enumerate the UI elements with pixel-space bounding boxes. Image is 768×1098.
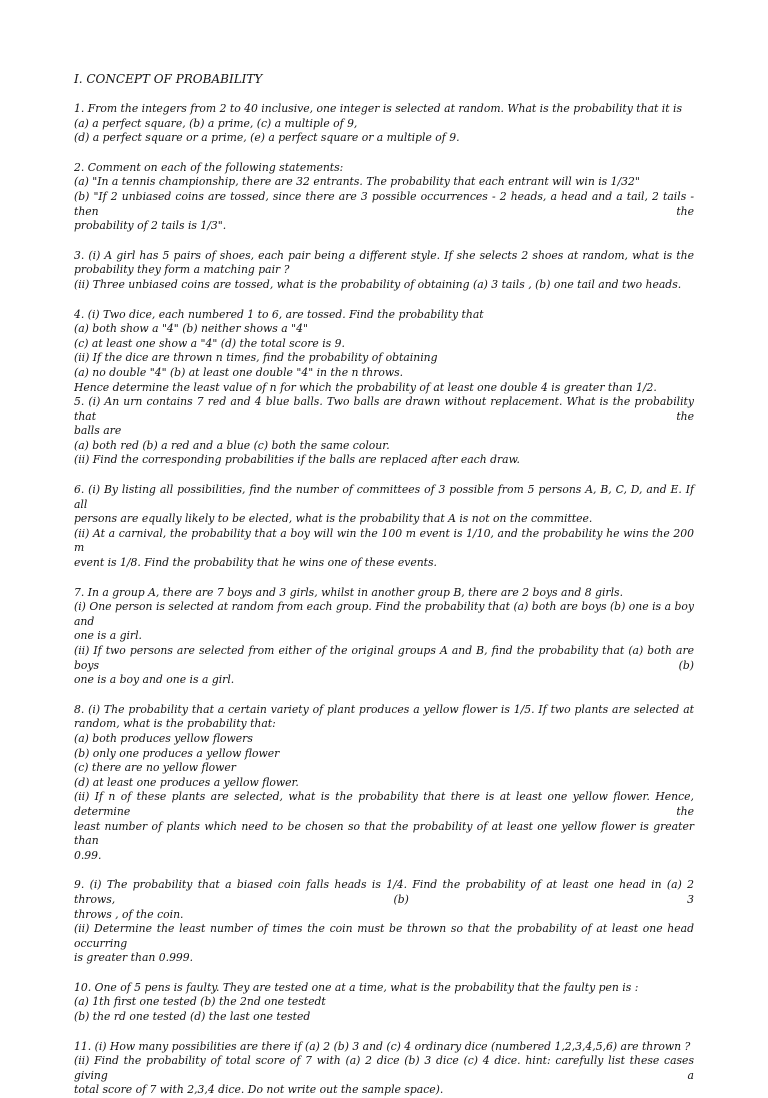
question-9: [74, 878, 694, 966]
question-10: [74, 981, 694, 1025]
question-line: 0.99.: [74, 848, 102, 862]
question-line: 4. (i) Two dice, each numbered 1 to 6, are tossed. Find the probability that: [74, 307, 484, 321]
question-line: Hence determine the least value of n for which the probability of at least one double 4 is greater than 1/2.: [74, 380, 657, 394]
question-line: probability of 2 tails is 1/3".: [74, 219, 227, 233]
question-7: [74, 586, 694, 688]
question-4: [74, 308, 694, 396]
question-6: [74, 483, 694, 571]
question-line: (ii) Determine the least number of times the coin must be thrown so that the probability of at least one head occurring: [74, 922, 694, 950]
question-line: probability they form a matching pair ?: [74, 263, 290, 277]
question-line: throws , of the coin.: [74, 907, 184, 921]
question-line: (ii) If two persons are selected from either of the original groups A and B, find the probability that (a) both are boys (b): [74, 644, 694, 672]
question-line: (b) the rd one tested (d) the last one tested: [74, 1010, 311, 1024]
question-line: 11. (i) How many possibilities are there if (a) 2 (b) 3 and (c) 4 ordinary dice (numbered 1,2,3,4,5,6) are thrown ?: [74, 1039, 691, 1053]
question-line: event is 1/8. Find the probability that he wins one of these events.: [74, 556, 437, 570]
question-line: one is a girl.: [74, 629, 142, 643]
question-line: (a) both show a "4" (b) neither shows a "4": [74, 322, 308, 336]
question-line: (a) a perfect square, (b) a prime, (c) a multiple of 9,: [74, 116, 358, 130]
question-8: [74, 703, 694, 864]
question-line: (a) both red (b) a red and a blue (c) both the same colour.: [74, 438, 390, 452]
question-line: (d) a perfect square or a prime, (e) a perfect square or a multiple of 9.: [74, 131, 460, 145]
question-line: 9. (i) The probability that a biased coin falls heads is 1/4. Find the probability of at least one head in (a) 2 throws, (b) 3: [74, 878, 694, 906]
question-1: [74, 102, 694, 146]
question-line: (ii) Find the probability of total score of 7 with (a) 2 dice (b) 3 dice (c) 4 dice. hint: carefully list these cases giving a: [74, 1054, 694, 1082]
question-line: (i) One person is selected at random from each group. Find the probability that (a) both are boys (b) one is a boy and: [74, 600, 694, 628]
question-line: (d) at least one produces a yellow flower.: [74, 775, 299, 789]
document-title: I. CONCEPT OF PROBABILITY: [74, 72, 263, 86]
question-line: (ii) At a carnival, the probability that a boy will win the 100 m event is 1/10, and the probability he wins the 200 m: [74, 526, 694, 555]
question-line: 10. One of 5 pens is faulty. They are tested one at a time, what is the probability that the faulty pen is :: [74, 980, 639, 994]
question-line: 6. (i) By listing all possibilities, find the number of committees of 3 possible from 5 persons A, B, C, D, and E. If all: [74, 483, 694, 511]
question-5: [74, 395, 694, 468]
question-line: (b) "If 2 unbiased coins are tossed, since there are 3 possible occurrences - 2 heads, a head and a tail, 2 tails - then the: [74, 189, 694, 218]
question-line: 2. Comment on each of the following statements:: [74, 160, 344, 174]
question-3: [74, 249, 694, 293]
question-line: (b) only one produces a yellow flower: [74, 746, 280, 760]
question-line: (ii) Three unbiased coins are tossed, what is the probability of obtaining (a) 3 tails , (b) one tail and two heads.: [74, 277, 682, 291]
question-line: 3. (i) A girl has 5 pairs of shoes, each pair being a different style. If she selects 2 shoes at random, what is the: [74, 248, 694, 262]
question-line: random, what is the probability that:: [74, 717, 276, 731]
question-line: (c) at least one show a "4" (d) the total score is 9.: [74, 336, 345, 350]
question-line: 7. In a group A, there are 7 boys and 3 girls, whilst in another group B, there are 2 boys and 8 girls.: [74, 585, 624, 599]
question-line: persons are equally likely to be elected, what is the probability that A is not on the committee.: [74, 512, 593, 526]
question-line: (a) no double "4" (b) at least one double "4" in the n throws.: [74, 365, 404, 379]
question-line: 8. (i) The probability that a certain variety of plant produces a yellow flower is 1/5. If two plants are selected at: [74, 702, 694, 716]
question-line: (ii) Find the corresponding probabilities if the balls are replaced after each draw.: [74, 453, 520, 467]
question-line: is greater than 0.999.: [74, 951, 194, 965]
question-line: (a) both produces yellow flowers: [74, 731, 253, 745]
question-line: 5. (i) An urn contains 7 red and 4 blue balls. Two balls are drawn without replacement. What is the probability that the: [74, 395, 694, 423]
question-line: balls are: [74, 424, 122, 438]
question-2: [74, 161, 694, 234]
question-line: one is a boy and one is a girl.: [74, 673, 235, 687]
question-line: (a) 1th first one tested (b) the 2nd one testedt: [74, 995, 326, 1009]
question-line: (a) "In a tennis championship, there are 32 entrants. The probability that each entrant will win is 1/32": [74, 175, 640, 189]
question-line: (ii) If the dice are thrown n times, find the probability of obtaining: [74, 351, 438, 365]
question-line: (ii) If n of these plants are selected, what is the probability that there is at least one yellow flower. Hence, determine the: [74, 790, 694, 818]
question-line: total score of 7 with 2,3,4 dice. Do not write out the sample space).: [74, 1083, 444, 1097]
question-line: (c) there are no yellow flower: [74, 761, 236, 775]
question-line: least number of plants which need to be chosen so that the probability of at least one yellow flower is greater than: [74, 819, 694, 848]
question-11: [74, 1040, 694, 1098]
question-line: 1. From the integers from 2 to 40 inclusive, one integer is selected at random. What is the probability that it is: [74, 102, 682, 115]
